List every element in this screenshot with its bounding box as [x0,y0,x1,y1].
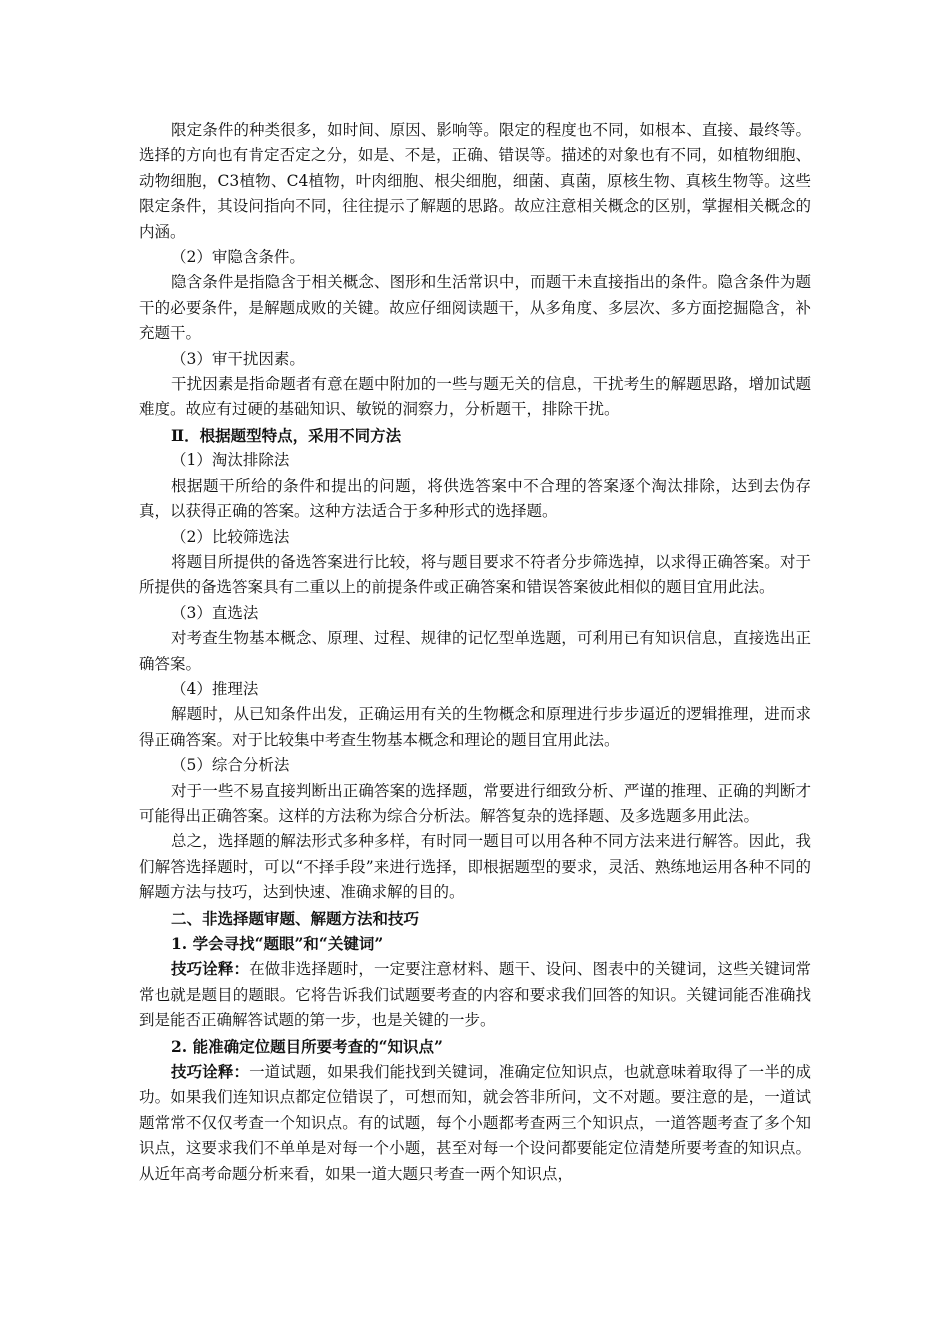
paragraph-tip-knowledge-points [139,1059,811,1187]
paragraph-qualifying-conditions: 限定条件的种类很多，如时间、原因、影响等。限定的程度也不同，如根本、直接、最终等。选择的方向也有肯定否定之分，如是、不是，正确、错误等。描述的对象也有不同，如植物细胞、动物细胞，C3植物、C4植物，叶肉细胞、根尖细胞，细菌、真菌，原核生物、真核生物等。这些限定条件，其设问指向不同，往往提示了解题的思路。故应注意相关概念的区别，掌握相关概念的内涵。 [139,121,811,241]
paragraph-comparison-method: 将题目所提供的备选答案进行比较，将与题目要求不符者分步筛选掉，以求得正确答案。对于所提供的备选答案具有二重以上的前提条件或正确答案和错误答案彼此相似的题目宜用此法。 [139,552,811,597]
tip-label: 技巧诠释： [171,959,250,979]
subheading-implicit-conditions: （2）审隐含条件。 [171,248,305,267]
tip-label: 技巧诠释： [171,1062,250,1082]
subheading-comprehensive-method: （5）综合分析法 [171,756,290,775]
heading-find-keywords: 1. 学会寻找“题眼”和“关键词” [171,934,384,953]
tip-text: 一道试题，如果我们能找到关键词，准确定位知识点，也就意味着取得了一半的成功。如果我们连知识点都定位错误了，可想而知，就会答非所问，文不对题。要注意的是，一道试题常常不仅仅考查一个知识点。有的试题，每个小题都考查两三个知识点，一道答题考查了多个知识点，这要求我们不单单是对每一个小题，甚至对每一个设问都要能定位清楚所要考查的知识点。从近年高考命题分析来看，如果一道大题只考查一两个知识点， [139,1063,811,1183]
subheading-comparison-method: （2）比较筛选法 [171,527,290,546]
paragraph-comprehensive-method: 对于一些不易直接判断出正确答案的选择题，常要进行细致分析、严谨的推理、正确的判断才可能得出正确答案。这样的方法称为综合分析法。解答复杂的选择题、及多选题多用此法。 [139,781,811,825]
subheading-elimination-method: （1）淘汰排除法 [171,451,290,470]
paragraph-implicit-conditions: 隐含条件是指隐含于相关概念、图形和生活常识中，而题干未直接指出的条件。隐含条件为题干的必要条件，是解题成败的关键。故应仔细阅读题干，从多角度、多层次、多方面挖掘隐含，补充题干。 [139,273,811,343]
paragraph-reasoning-method: 解题时，从已知条件出发，正确运用有关的生物概念和原理进行步步逼近的逻辑推理，进而求得正确答案。对于比较集中考查生物基本概念和理论的题目宜用此法。 [139,705,811,749]
paragraph-interference-factors: 干扰因素是指命题者有意在题中附加的一些与题无关的信息，干扰考生的解题思路，增加试题难度。故应有过硬的基础知识、敏锐的洞察力，分析题干，排除干扰。 [139,375,811,419]
subheading-reasoning-method: （4）推理法 [171,679,259,698]
tip-text: 在做非选择题时，一定要注意材料、题干、设问、图表中的关键词，这些关键词常常也就是题目的题眼。它将告诉我们试题要考查的内容和要求我们回答的知识。关键词能否准确找到是能否正确解答试题的第一步，也是关键的一步。 [139,960,811,1030]
heading-knowledge-points: 2. 能准确定位题目所要考查的“知识点” [171,1036,443,1056]
subheading-direct-method: （3）直选法 [171,603,259,622]
paragraph-elimination-method: 根据题干所给的条件和提出的问题，将供选答案中不合理的答案逐个淘汰排除，达到去伪存真，以获得正确的答案。这种方法适合于多种形式的选择题。 [139,476,811,521]
document-page [139,118,811,1187]
paragraph-direct-method: 对考查生物基本概念、原理、过程、规律的记忆型单选题，可利用已有知识信息，直接选出正确答案。 [139,629,811,673]
paragraph-tip-keywords [139,956,811,1033]
heading-methods-by-type: Ⅱ．根据题型特点，采用不同方法 [171,425,402,445]
paragraph-summary: 总之，选择题的解法形式多种多样，有时同一题目可以用各种不同方法来进行解答。因此，我们解答选择题时，可以“不择手段”来进行选择，即根据题型的要求，灵活、熟练地运用各种不同的解题方法与技巧，达到快速、准确求解的目的。 [139,832,811,902]
subheading-interference-factors: （3）审干扰因素。 [171,349,305,368]
heading-section-two: 二、非选择题审题、解题方法和技巧 [171,908,420,928]
